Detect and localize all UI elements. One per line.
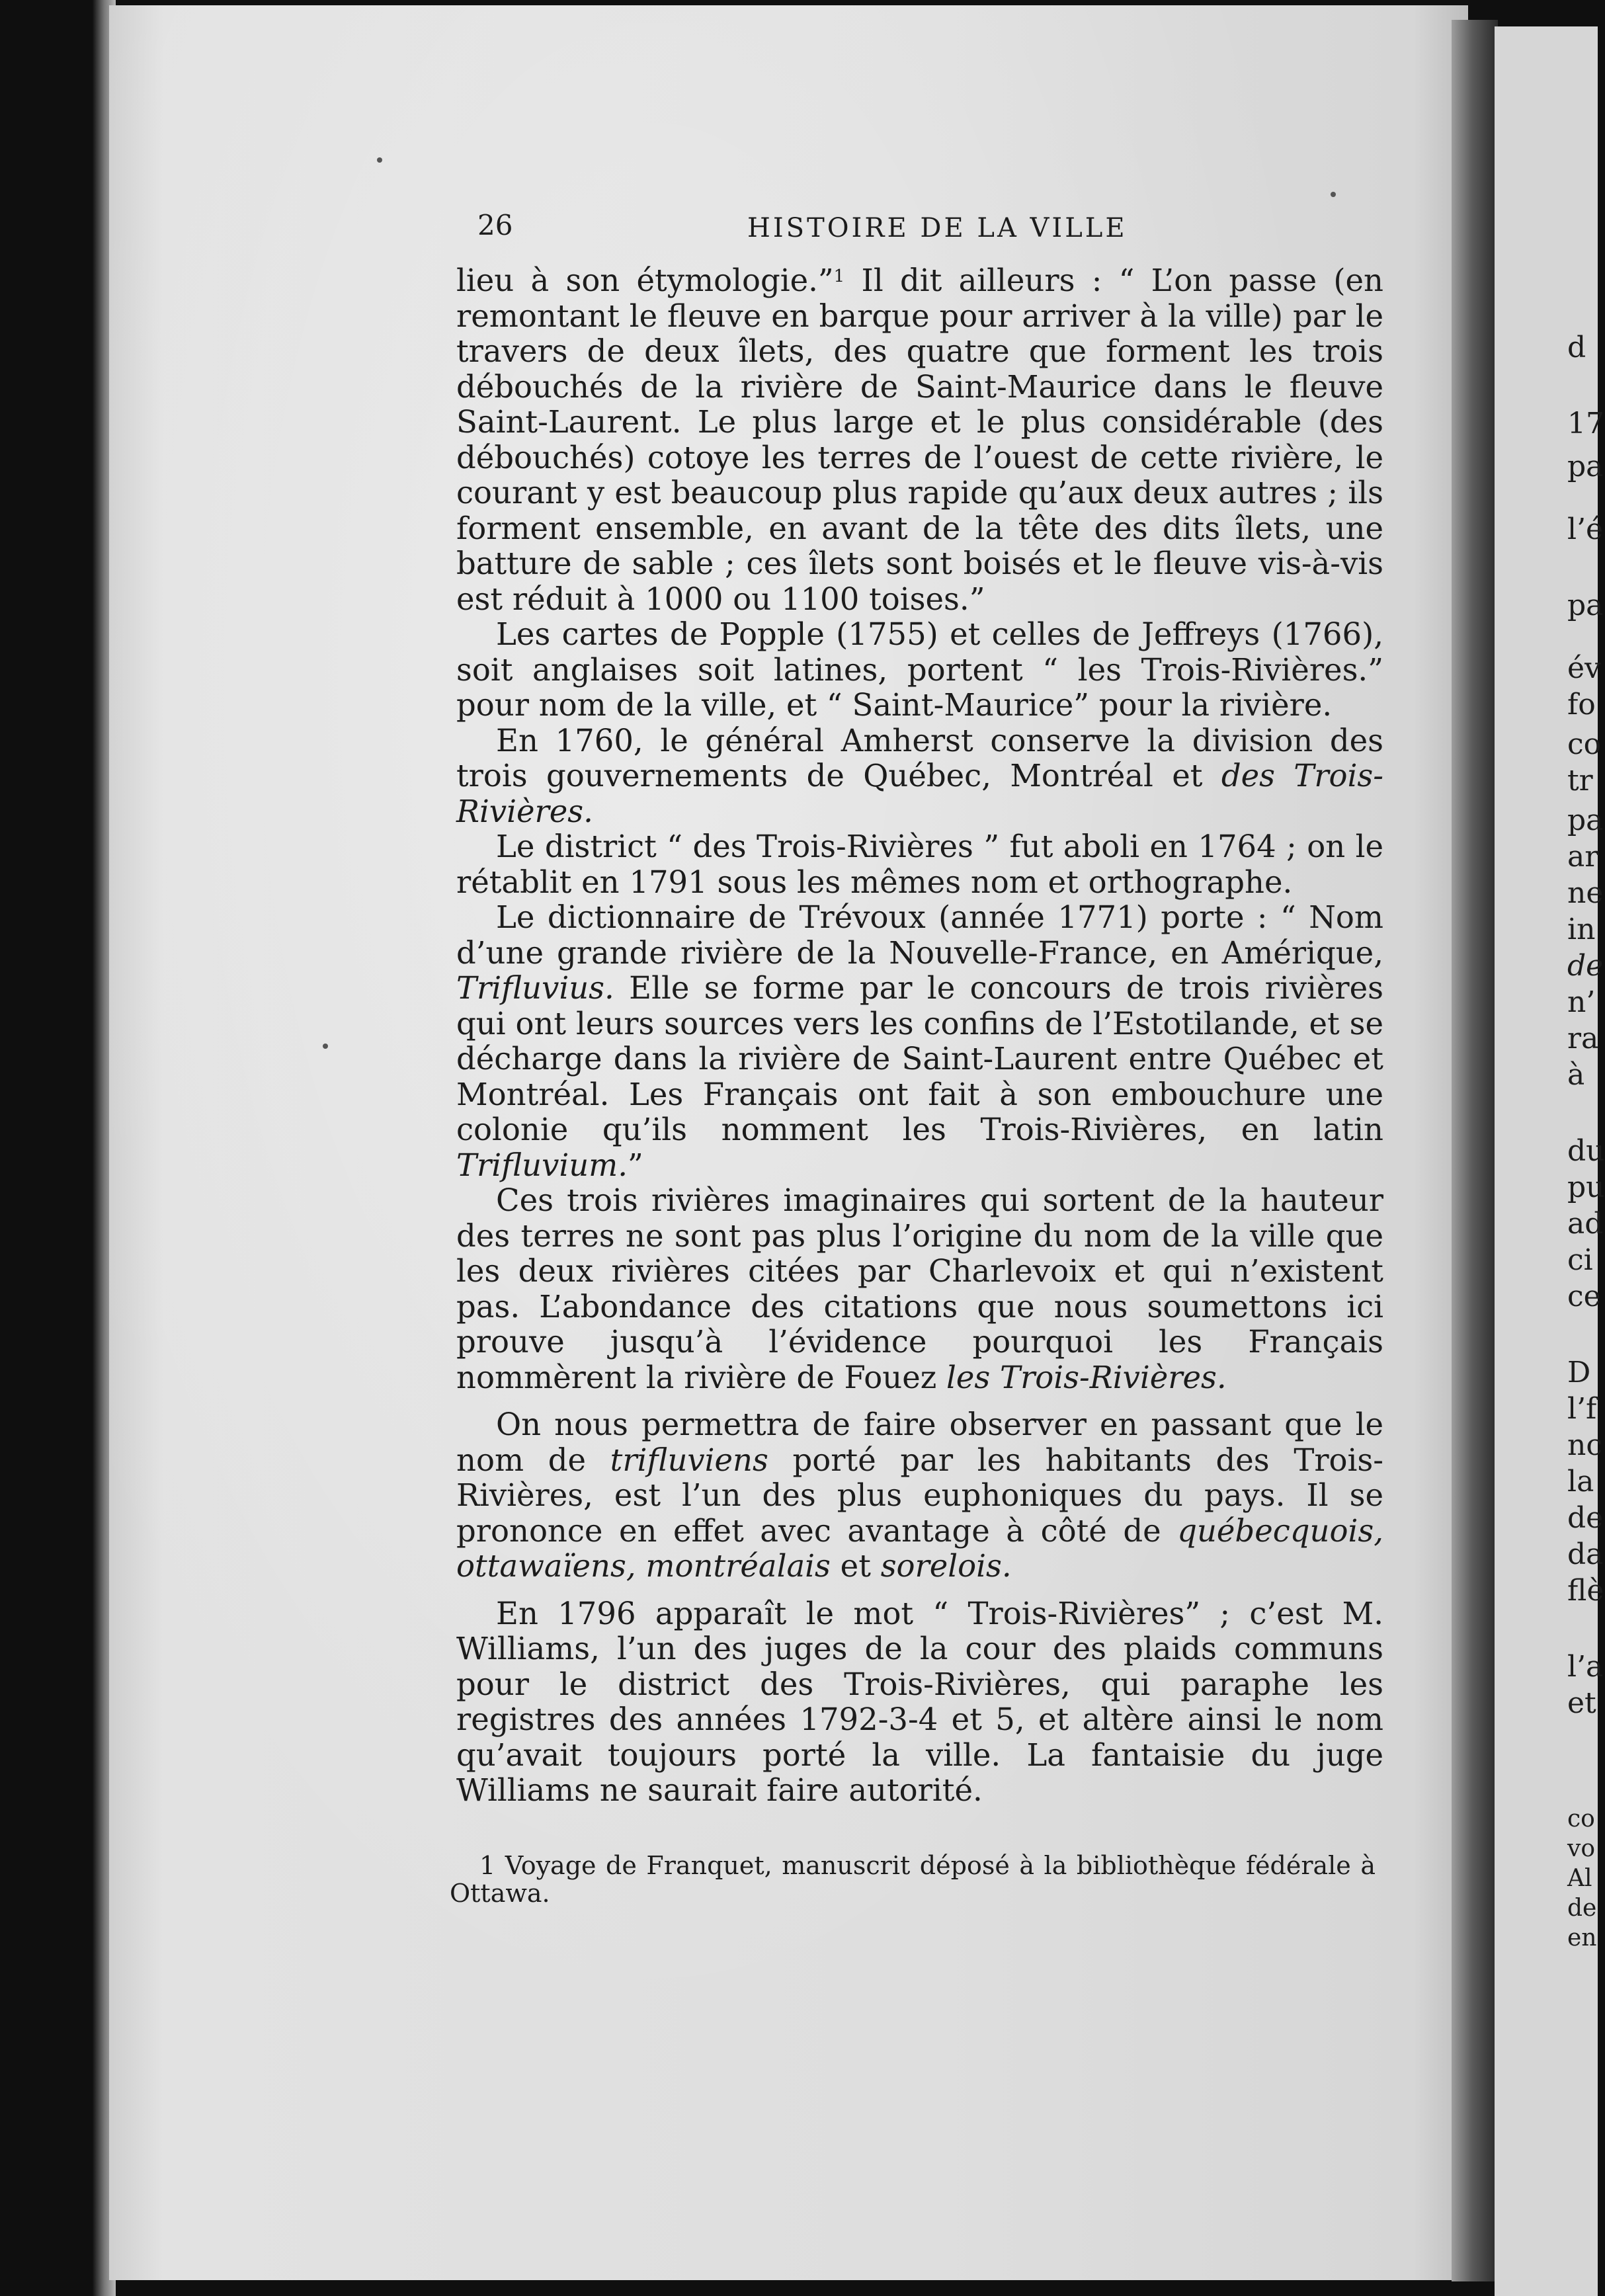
- italic-text: québecquois, ottawaïens, montréalais: [456, 1512, 1383, 1584]
- adjacent-page-fragment: vo: [1567, 1835, 1596, 1862]
- paragraph-gap: [456, 1584, 1383, 1596]
- running-head-title: HISTOIRE DE LA VILLE: [747, 213, 1128, 243]
- adjacent-page-fragment: d: [1567, 331, 1586, 364]
- footnote-text: Voyage de Franquet, manuscrit déposé à la bibliothèque fédérale à Ottawa.: [450, 1851, 1376, 1908]
- adjacent-page-fragment: fo: [1567, 688, 1596, 721]
- speck: [1331, 192, 1336, 197]
- text-run: Ces trois rivières imaginaires qui sortent de la hauteur des terres ne sont pas plus l’origine du nom de la ville que les deux rivières citées par Charlevoix et qui n’existent pas. L’abondance des citations que nous soumettons ici prouve jusqu’à l’évidence pourquoi les Français nommèrent la rivière de Fouez: [456, 1182, 1383, 1395]
- adjacent-page-fragment: pa: [1567, 803, 1604, 837]
- adjacent-page-fragment: du: [1567, 1134, 1605, 1168]
- italic-text: les Trois-Rivières.: [946, 1359, 1227, 1395]
- adjacent-page-fragment: Al: [1567, 1865, 1592, 1892]
- text-run: On nous permettra de faire observer en passant que le nom de: [456, 1407, 1383, 1478]
- paragraph: [456, 829, 1383, 900]
- adjacent-page-fragment: la: [1567, 1465, 1594, 1498]
- adjacent-page-fragment: ad: [1567, 1207, 1604, 1241]
- speck: [323, 1044, 328, 1049]
- italic-text: Trifluvius.: [456, 970, 614, 1006]
- text-run: En 1760, le général Amherst conserve la division des trois gouvernements de Québec, Montréal et: [456, 722, 1383, 794]
- paragraph: [456, 1407, 1383, 1584]
- adjacent-page-fragment: l’a: [1567, 1650, 1604, 1684]
- paragraph: [456, 900, 1383, 1183]
- adjacent-page-fragment: nc: [1567, 1428, 1602, 1462]
- adjacent-page-fragment: ci: [1567, 1243, 1593, 1277]
- adjacent-page-fragment: l’f: [1567, 1392, 1597, 1426]
- adjacent-page-fragment: ra: [1567, 1022, 1599, 1055]
- text-run: lieu à son étymologie.”: [456, 263, 834, 298]
- adjacent-page-fragment: tr: [1567, 764, 1593, 798]
- adjacent-page-fragment: de: [1567, 1895, 1597, 1922]
- paragraph-gap: [456, 1395, 1383, 1407]
- italic-text: trifluviens: [610, 1442, 768, 1478]
- adjacent-page-fragment: D: [1567, 1356, 1591, 1389]
- paragraph: [456, 263, 1383, 617]
- paragraph: [456, 617, 1383, 723]
- adjacent-page-fragment: da: [1567, 1538, 1604, 1571]
- adjacent-page-fragment: pa: [1567, 589, 1604, 622]
- adjacent-page-fragment: 17: [1567, 407, 1604, 440]
- italic-text: sorelois.: [880, 1548, 1012, 1584]
- adjacent-page-fragment: de: [1567, 1501, 1604, 1535]
- adjacent-page-fragment: év: [1567, 651, 1601, 685]
- footnote-ref: 1: [833, 266, 845, 286]
- paragraph: [456, 1183, 1383, 1395]
- text-run: Le district “ des Trois-Rivières ” fut aboli en 1764 ; on le rétablit en 1791 sous les mêmes nom et orthographe.: [456, 829, 1383, 900]
- page-gutter: [1452, 20, 1498, 2281]
- paragraph: [456, 1596, 1383, 1809]
- italic-text: Trifluvium.: [456, 1147, 628, 1183]
- adjacent-page-fragment: de: [1567, 949, 1604, 983]
- adjacent-page-fragment: co: [1567, 1805, 1595, 1832]
- footnote-number: 1: [479, 1851, 496, 1880]
- text-run: et: [830, 1548, 881, 1584]
- text-run: Elle se forme par le concours de trois rivières qui ont leurs sources vers les confins de l’Estotilande, et se décharge dans la rivière de Saint-Laurent entre Québec et Montréal. Les Français ont fait à son embouchure une colonie qu’ils nomment les Trois-Rivières, en latin: [456, 970, 1383, 1147]
- adjacent-page-fragment: flè: [1567, 1574, 1604, 1608]
- adjacent-page-fragment: à: [1567, 1058, 1585, 1092]
- body-text: [456, 263, 1383, 1809]
- footnote: [450, 1852, 1376, 1907]
- adjacent-page-fragment: co: [1567, 727, 1602, 761]
- adjacent-page-fragment: en: [1567, 1924, 1597, 1951]
- adjacent-page-fragment: pa: [1567, 450, 1604, 483]
- text-run: Le dictionnaire de Trévoux (année 1771) porte : “ Nom d’une grande rivière de la Nouvelle-France, en Amérique,: [456, 899, 1383, 971]
- adjacent-page-fragment: pu: [1567, 1170, 1605, 1204]
- text-run: En 1796 apparaît le mot “ Trois-Rivières” ; c’est M. Williams, l’un des juges de la cour des plaids communs pour le district des Trois-Rivières, qui paraphe les registres des années 1792-3-4 et 5, et altère ainsi le nom qu’avait toujours porté la ville. La fantaisie du juge Williams ne saurait faire autorité.: [456, 1595, 1383, 1808]
- adjacent-page-fragment: in: [1567, 913, 1596, 946]
- adjacent-page-fragment: ce: [1567, 1280, 1601, 1313]
- text-run: Il dit ailleurs : “ L’on passe (en remontant le fleuve en barque pour arriver à la ville) par le travers de deux îlets, des quatre que forment les trois débouchés de la rivière de Saint-Maurice dans le fleuve Saint-Laurent. Le plus large et le plus considérable (des débouchés) cotoye les terres de l’ouest de cette rivière, le courant y est beaucoup plus rapide qu’aux deux autres ; ils forment ensemble, en avant de la tête des dits îlets, une batture de sable ; ces îlets sont boisés et le fleuve vis-à-vis est réduit à 1000 ou 1100 toises.”: [456, 263, 1383, 617]
- italic-text: des Trois-Rivières.: [456, 758, 1383, 829]
- adjacent-page-fragment: ne: [1567, 876, 1604, 910]
- page-number: 26: [477, 209, 513, 241]
- text-run: ”: [628, 1147, 643, 1183]
- adjacent-page-fragment: et: [1567, 1686, 1596, 1720]
- adjacent-page-fragment: l’é: [1567, 512, 1604, 546]
- speck: [377, 157, 382, 163]
- paragraph: [456, 723, 1383, 830]
- adjacent-page-fragment: ar: [1567, 840, 1599, 874]
- adjacent-page-fragment: n’: [1567, 985, 1596, 1019]
- text-run: porté par les habitants des Trois-Rivières, est l’un des plus euphoniques du pays. Il se prononce en effet avec avantage à côté de: [456, 1442, 1384, 1549]
- text-run: Les cartes de Popple (1755) et celles de Jeffreys (1766), soit anglaises soit latines, portent “ les Trois-Rivières.” pour nom de la ville, et “ Saint-Maurice” pour la rivière.: [456, 616, 1383, 723]
